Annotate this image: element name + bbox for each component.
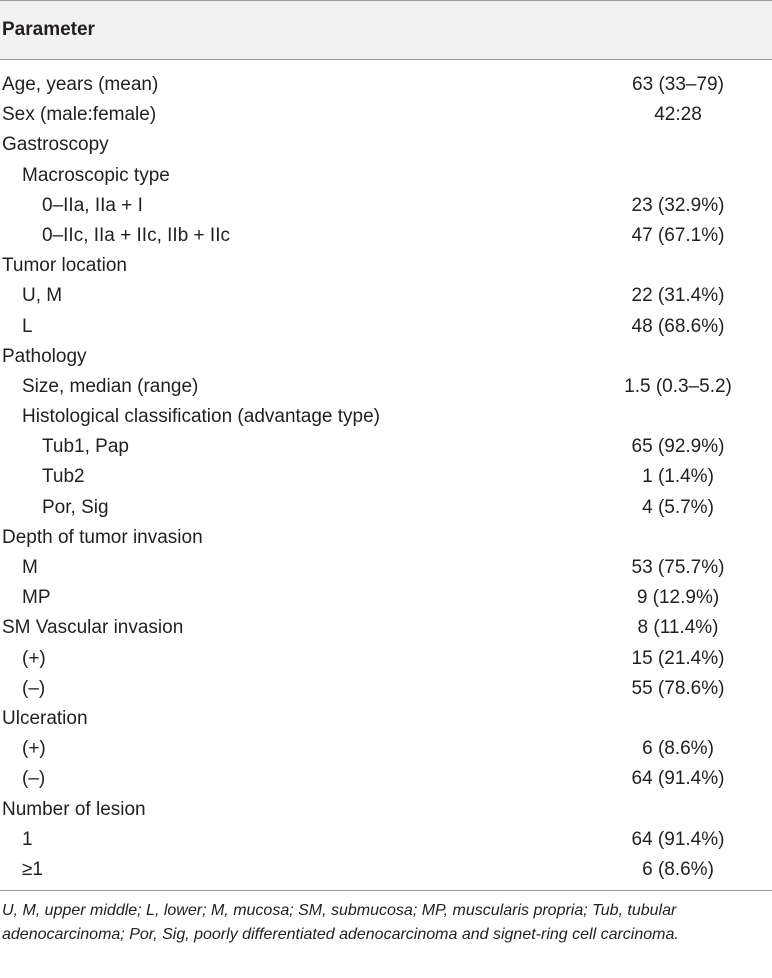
row-value: 42:28	[654, 104, 702, 126]
row-label: (+)	[22, 647, 46, 669]
row-value: 4 (5.7%)	[642, 496, 714, 518]
row-label: Pathology	[2, 345, 87, 367]
row-label: 0–IIc, IIa + IIc, IIb + IIc	[42, 224, 230, 246]
table-row	[0, 281, 772, 311]
row-label: Age, years (mean)	[2, 74, 159, 95]
table-row	[0, 221, 772, 251]
row-label: 1	[22, 828, 33, 850]
table-row	[0, 432, 772, 462]
row-label: Tub2	[42, 466, 85, 488]
table-row	[0, 100, 772, 130]
row-value: 55 (78.6%)	[631, 677, 725, 699]
table-bottom-rule	[0, 890, 772, 891]
row-value: 1 (1.4%)	[642, 466, 714, 488]
table-header	[0, 0, 772, 60]
row-value: 53 (75.7%)	[631, 557, 725, 578]
table-row	[0, 493, 772, 523]
table-footnote: U, M, upper middle; L, lower; M, mucosa; SM, submucosa; MP, muscularis propria; Tub, tubular adenocarcinoma; Por, Sig, poorly differentiated adenocarcinoma and signet-ring cell carcinoma.	[2, 902, 679, 943]
row-label: M	[22, 557, 38, 578]
table-row	[0, 251, 772, 281]
row-value: 23 (32.9%)	[631, 194, 725, 216]
row-label: Tub1, Pap	[42, 436, 129, 458]
row-value: 9 (12.9%)	[636, 587, 720, 609]
table-row	[0, 644, 772, 674]
row-value: 64 (91.4%)	[631, 768, 725, 790]
table-row	[0, 191, 772, 221]
row-label: L	[22, 315, 33, 337]
row-label: Sex (male:female)	[2, 104, 157, 126]
table-row	[0, 312, 772, 342]
row-label: Tumor location	[2, 255, 127, 277]
table-row	[0, 734, 772, 764]
table-row	[0, 583, 772, 613]
table-row	[0, 553, 772, 583]
table-row	[0, 462, 772, 492]
row-value: 64 (91.4%)	[631, 828, 725, 850]
row-label: MP	[22, 587, 51, 609]
table-row	[0, 70, 772, 100]
row-value: 63 (33–79)	[632, 74, 724, 95]
row-label: ≥1	[22, 858, 43, 880]
row-label: (–)	[22, 677, 46, 699]
table-row	[0, 161, 772, 191]
row-label: Size, median (range)	[22, 375, 199, 397]
table-row	[0, 402, 772, 432]
row-label: (+)	[22, 738, 46, 760]
row-label: Gastroscopy	[2, 134, 109, 156]
row-label: U, M	[22, 285, 63, 307]
row-value: 47 (67.1%)	[631, 224, 725, 246]
row-value: 8 (11.4%)	[637, 617, 719, 639]
row-value: 1.5 (0.3–5.2)	[624, 375, 732, 397]
table-row	[0, 523, 772, 553]
table-body	[0, 70, 772, 885]
parameter-header: Parameter	[2, 19, 95, 40]
row-value: 48 (68.6%)	[631, 315, 725, 337]
row-label: Histological classification (advantage type)	[22, 406, 381, 428]
table-row	[0, 764, 772, 794]
row-label: Ulceration	[2, 707, 88, 729]
row-value: 65 (92.9%)	[631, 436, 725, 458]
row-value: 6 (8.6%)	[642, 738, 714, 760]
row-label: (–)	[22, 768, 46, 790]
table-row	[0, 130, 772, 160]
table-row	[0, 613, 772, 643]
row-label: Macroscopic type	[22, 164, 170, 186]
row-label: Depth of tumor invasion	[2, 526, 203, 548]
table-row	[0, 855, 772, 885]
row-label: 0–IIa, IIa + I	[42, 194, 143, 216]
row-value: 15 (21.4%)	[631, 647, 725, 669]
table-row	[0, 795, 772, 825]
table-row	[0, 825, 772, 855]
row-label: Por, Sig	[42, 496, 109, 518]
table-row	[0, 674, 772, 704]
row-label: SM Vascular invasion	[2, 617, 184, 639]
row-value: 6 (8.6%)	[642, 858, 714, 880]
table-row	[0, 372, 772, 402]
table-row	[0, 342, 772, 372]
table-row	[0, 704, 772, 734]
row-value: 22 (31.4%)	[631, 285, 725, 307]
row-label: Number of lesion	[2, 798, 146, 820]
